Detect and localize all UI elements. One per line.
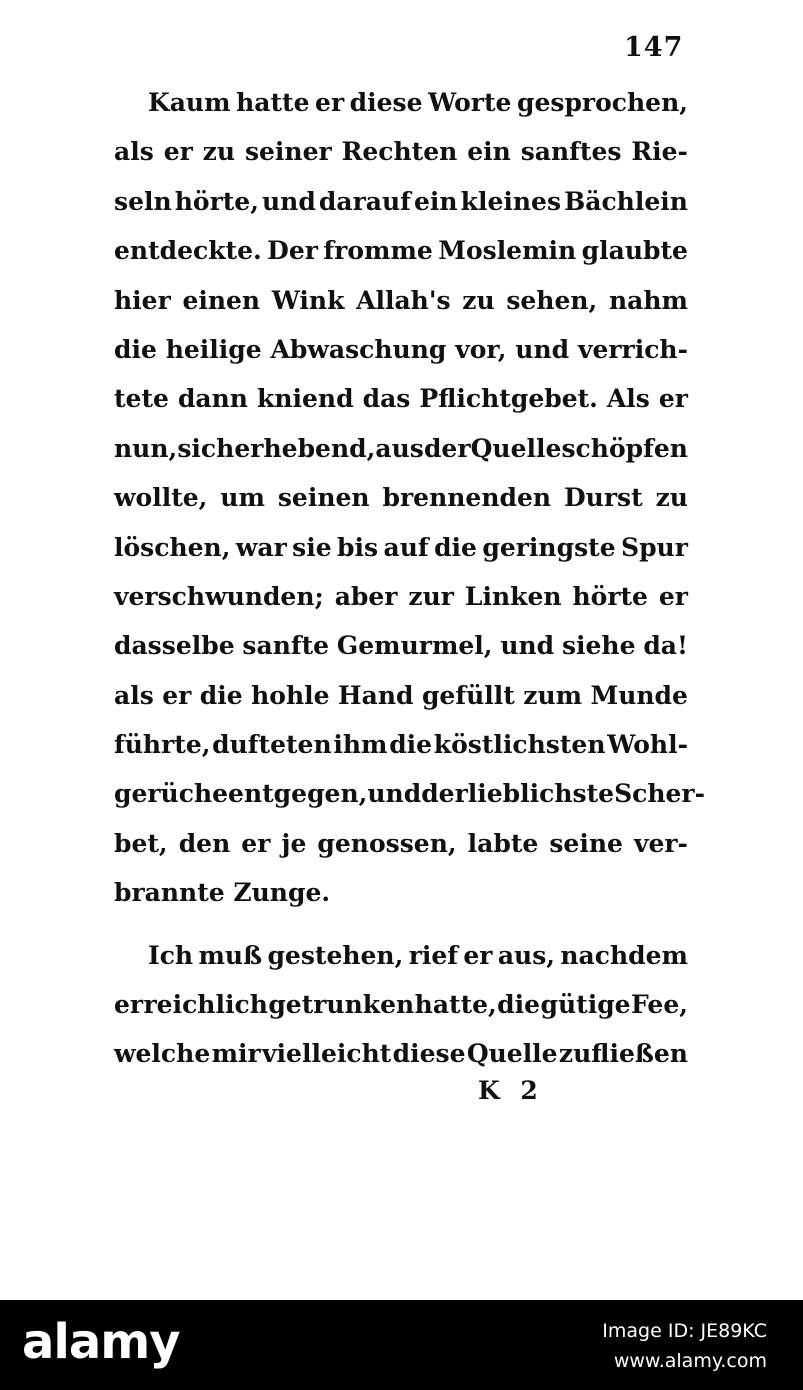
word: gerüche [114, 779, 229, 809]
word: reichlich [143, 990, 268, 1020]
word: Quelle [466, 1039, 558, 1069]
word: brennenden [382, 483, 552, 513]
word: seine [549, 828, 623, 858]
word: aus, [497, 940, 555, 970]
word: und [367, 779, 422, 809]
word: Rie- [631, 137, 688, 167]
word: verrich- [577, 334, 688, 364]
word: köstlichsten [433, 730, 606, 760]
text-line [114, 127, 688, 176]
word: er [658, 581, 688, 611]
text-line [114, 325, 688, 374]
word: sanftes [520, 137, 622, 167]
word: Rechten [341, 137, 458, 167]
word: entdeckte. [114, 236, 262, 266]
word: zu [202, 137, 236, 167]
alamy-logo: alamy [22, 1314, 180, 1370]
word: verschwunden; [114, 581, 324, 611]
word: der [423, 433, 471, 463]
word: siehe [561, 631, 636, 661]
word: und [515, 334, 570, 364]
text-line [114, 572, 688, 621]
word: seinen [277, 483, 370, 513]
word: Quelle [470, 433, 562, 463]
word: hatte [236, 88, 310, 117]
word: um [220, 483, 265, 513]
word: geringste [482, 532, 616, 562]
word: und [262, 186, 316, 216]
word: mir [211, 1039, 261, 1069]
word: dufteten [212, 730, 332, 760]
word: dasselbe [114, 631, 235, 661]
word: war [235, 532, 287, 562]
text-line [114, 523, 688, 572]
word: zu [655, 483, 688, 513]
text-line [114, 621, 688, 670]
text-line [114, 177, 688, 226]
word: je [281, 828, 307, 858]
word: die [389, 730, 433, 760]
word: kniend [257, 384, 354, 414]
word: seiner [244, 137, 332, 167]
word: Als [606, 384, 650, 414]
word: Ich [148, 940, 194, 970]
word: führte, [114, 730, 211, 760]
word: ein [413, 186, 458, 216]
word: Moslemin [438, 236, 577, 266]
word: löschen, [114, 532, 231, 562]
text-line [114, 980, 688, 1029]
word: einen [182, 285, 261, 315]
word: tete [114, 384, 169, 414]
word: die [497, 990, 541, 1020]
word: zur [408, 581, 454, 611]
word: muß [198, 940, 263, 970]
word: gefüllt [421, 680, 515, 710]
text-line [114, 374, 688, 423]
word: kleines [460, 186, 562, 216]
word: bet, [114, 828, 168, 858]
word: vielleicht [262, 1039, 392, 1069]
text-line [114, 671, 688, 720]
word: zufließen [558, 1039, 688, 1069]
text-line [114, 931, 688, 980]
word: das [362, 384, 411, 414]
word: Wohl- [607, 730, 688, 760]
word: Pflichtgebet. [419, 384, 598, 414]
word: als [114, 137, 154, 167]
word: getrunken [268, 990, 415, 1020]
word: heilige [165, 334, 262, 364]
word: hatte, [414, 990, 497, 1020]
word: nun, [114, 433, 178, 463]
text-line [114, 473, 688, 522]
word: ein [467, 137, 511, 167]
image-id-label: Image ID: JE89KC [602, 1320, 767, 1342]
word: schöpfen [561, 433, 688, 463]
word: fromme [323, 236, 433, 266]
word: vor, [455, 334, 507, 364]
word: Bächlein [564, 186, 688, 216]
word: aber [334, 581, 398, 611]
word: Zunge. [233, 878, 331, 908]
word: gestehen, [267, 940, 404, 970]
word: Allah's [356, 285, 451, 315]
signature-mark: K 2 [478, 1076, 544, 1105]
word: gütige [540, 990, 631, 1020]
text-line [114, 1029, 688, 1078]
word: und [500, 631, 555, 661]
word: gesprochen, [516, 88, 688, 117]
word: auf [383, 532, 429, 562]
word: sehen, [506, 285, 598, 315]
word: nachdem [560, 940, 688, 970]
word: er [463, 940, 493, 970]
word: die [434, 532, 477, 562]
word: glaubte [581, 236, 688, 266]
word: er [163, 137, 193, 167]
word: Kaum [148, 88, 231, 117]
word: dann [177, 384, 248, 414]
word: nahm [608, 285, 688, 315]
body-text [114, 78, 705, 1079]
word: bis [337, 532, 379, 562]
page-number: 147 [624, 32, 684, 63]
text-line [114, 276, 688, 325]
word: Spur [621, 532, 688, 562]
word: er [658, 384, 688, 414]
word: welche [114, 1039, 211, 1069]
text-line [114, 424, 688, 473]
word: brannte [114, 878, 234, 908]
word: ver- [633, 828, 688, 858]
word: er [241, 828, 271, 858]
word: Munde [590, 680, 688, 710]
word: er [114, 990, 144, 1020]
word: rief [408, 940, 459, 970]
word: der [421, 779, 468, 809]
word: er [162, 680, 192, 710]
text-line [114, 226, 688, 275]
word: erhebend, [234, 433, 376, 463]
word: diese [349, 88, 423, 117]
word: Durst [564, 483, 643, 513]
word: lieblichste [467, 779, 615, 809]
word: er [315, 88, 345, 117]
word: sich [177, 433, 235, 463]
word: sanfte [242, 631, 330, 661]
word: sie [292, 532, 332, 562]
word: labte [467, 828, 539, 858]
text-line [114, 868, 688, 917]
word: seln [114, 186, 172, 216]
word: hier [114, 285, 171, 315]
word: Gemurmel, [336, 631, 493, 661]
word: Wink [271, 285, 345, 315]
word: wollte, [114, 483, 208, 513]
word: diese [392, 1039, 466, 1069]
word: zu [462, 285, 495, 315]
word: hörte [572, 581, 648, 611]
text-line [114, 78, 688, 127]
word: darauf [318, 186, 411, 216]
word: die [199, 680, 243, 710]
word: zum [523, 680, 583, 710]
word: hohle [251, 680, 330, 710]
word: aus [375, 433, 424, 463]
word: hörte, [174, 186, 259, 216]
word: da! [643, 631, 688, 661]
word: Abwaschung [270, 334, 447, 364]
word: genossen, [317, 828, 457, 858]
word: Hand [338, 680, 414, 710]
text-line [114, 819, 688, 868]
word: als [114, 680, 154, 710]
word: Fee, [631, 990, 688, 1020]
word: Der [267, 236, 318, 266]
word: Worte [428, 88, 512, 117]
word: den [178, 828, 231, 858]
word: entgegen, [228, 779, 368, 809]
text-line [114, 720, 688, 769]
footer-url: www.alamy.com [613, 1350, 767, 1372]
word: die [114, 334, 157, 364]
text-line [114, 769, 705, 818]
word: Scher- [614, 779, 705, 809]
word: ihm [333, 730, 388, 760]
stock-footer-bar [0, 1300, 803, 1390]
word: Linken [464, 581, 562, 611]
